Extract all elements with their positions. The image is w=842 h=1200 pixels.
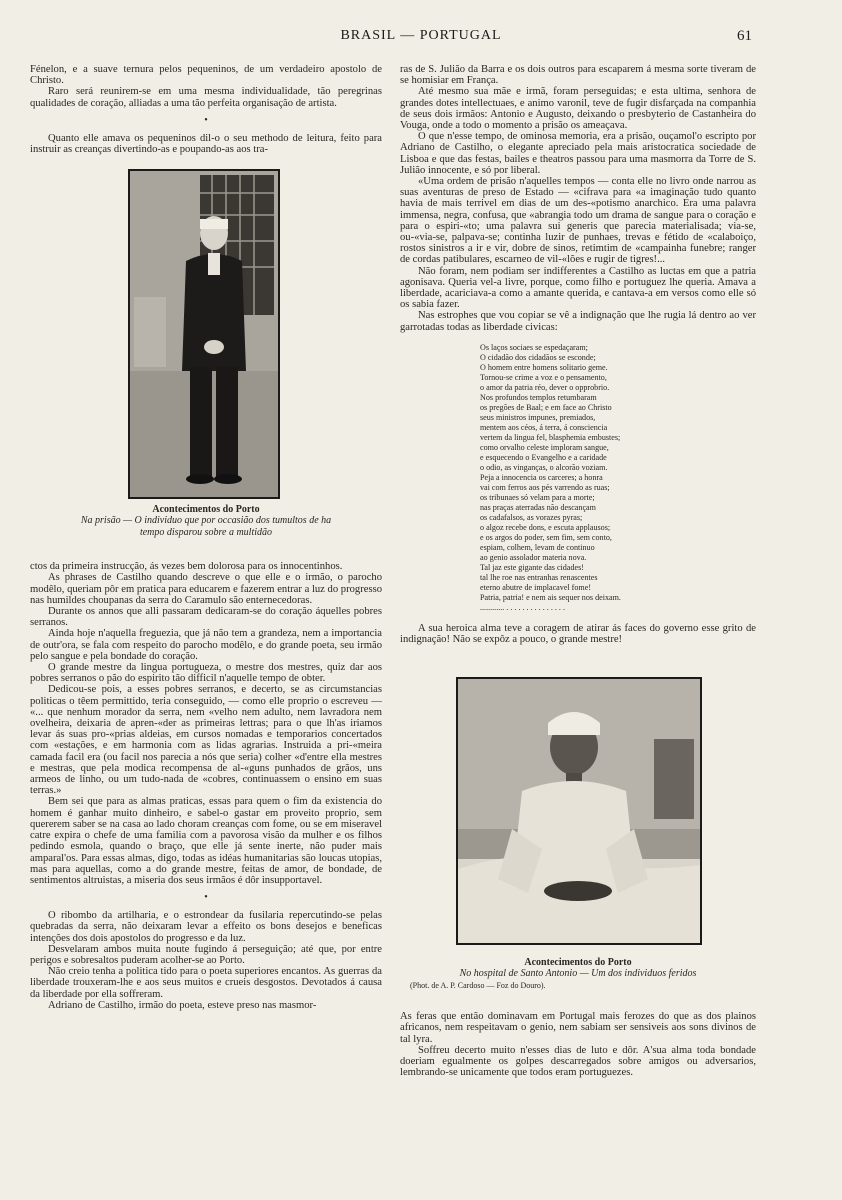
poem-line: O cidadão dos cidadãos se esconde; xyxy=(480,352,596,362)
poem-line: O homem entre homens solitario geme. xyxy=(480,362,608,372)
paragraph: Durante os annos que alli passaram dedicaram-se do coração áquelles pobres serranos. xyxy=(30,606,382,629)
photo-credit: (Phot. de A. P. Cardoso — Foz do Douro). xyxy=(410,981,546,991)
photo-caption-title: Acontecimentos do Porto xyxy=(152,504,260,516)
paragraph: ras de S. Julião da Barra e os dois outros para escaparem á mesma sorte tiveram de se homisiar em França. xyxy=(400,64,756,87)
poem-line: os pregões de Baal; e em face ao Christo xyxy=(480,402,612,412)
page-number: 61 xyxy=(737,28,752,44)
poem-line: e os argos do poder, sem fim, sem conto, xyxy=(480,532,612,542)
poem-line: o odio, as vinganças, o alcorão voziam. xyxy=(480,462,608,472)
wounded-man-image xyxy=(458,679,700,943)
paragraph: Soffreu decerto muito n'esses dias de luto e dôr. A'sua alma toda bondade doeriam egualmente os golpes descarregados sobre amigos ou adversarios, lembrando-se unicamente que todos eram portuguezes. xyxy=(400,1044,756,1079)
paragraph: Nas estrophes que vou copiar se vê a indignação que lhe rugia lá dentro ao ver garrotadas todas as liberdade civicas: xyxy=(400,310,756,333)
paragraph: A sua heroica alma teve a coragem de atirar ás faces do governo esse grito de indignação! Não se expôz a pouco, o grande mestre! xyxy=(400,622,756,646)
poem-line: Tornou-se crime a voz e o pensamento, xyxy=(480,372,607,382)
photo-caption-text: No hospital de Santo Antonio — Um dos individuos feridos xyxy=(459,968,697,980)
running-header: BRASIL — PORTUGAL xyxy=(340,28,502,43)
poem-line: vertem da lingua fel, blasphemia embustes; xyxy=(480,432,621,442)
poem-line: tal lhe roe nas entranhas renascentes xyxy=(480,572,598,582)
section-separator: • xyxy=(204,892,208,904)
poem-line: os tribunaes só velam para a morte; xyxy=(480,492,595,502)
paragraph: Ainda hoje n'aquella freguezia, que já não tem a grandeza, nem a importancia de outr'ora, se fala com respeito do parocho modêlo, e do grande poeta, seu irmão pelo sangue e pela bondade do coração. xyxy=(30,628,382,662)
paragraph: «Uma ordem de prisão n'aquelles tempos — conta elle no livro onde narrou as suas aventuras de preso de Estado — «cifrava para «a imaginação tudo quanto havia de mais terrivel em dias de um des-«potismo anarchico. Era uma palavra immensa, negra, confusa, que «abrangia todo um drama de sangue para o coração e para o espiri-«to; uma palavra sui generis que parecia materialisada; via-se, ou-«via-se, palpava-se; continha luzir de punhaes, trevas e fétido de «calaboiço, rostos sinistros a ir e vir, dobre de sinos, retimtim de «campainha funebre; ranger de cordas patibulares, escarneo de vil-«lões e rugir de tigres!... xyxy=(400,176,756,266)
paragraph: Bem sei que para as almas praticas, essas para quem o fim da existencia do homem é ganhar muito dinheiro, e sabel-o gastar em proveito proprio, sem quererem saber se na casa ao lado choram creanças com fome, ou se em miseravel catre expira o chefe de uma familia com a pavorosa visão da mulher e os filhos pedindo esmola, quando o braço, que elle já sente inerte, não puder mais amparal'os. Para essas almas, digo, todas as idéas humanitarias são loucas utopias, mas para aquellas, como a do grande mestre, feitas de amor, de bondade, de sentimentos altruistas, a miseria dos seus irmãos é dôr insupportavel. xyxy=(30,796,382,886)
poem-line: Peja a innocencia os carceres; a honra xyxy=(480,472,603,482)
paragraph: As phrases de Castilho quando descreve o que elle e o irmão, o parocho modêlo, queriam pôr em pratica para educarem e fazerem entrar a luz do progresso nas humildes choupanas da serra do Caramulo são enternecedoras. xyxy=(30,572,382,606)
right-column xyxy=(400,64,756,1079)
paragraph: Não foram, nem podiam ser indifferentes a Castilho as luctas em que a patria agonisava. Queria vel-a livre, porque, como filho e portuguez lhe queria. Amava a liberdade, acariciava-a como a amante querida, e cantava-a em versos como elle só os sabia fazer. xyxy=(400,265,756,311)
photo-caption-text: Na prisão — O individuo que por occasião dos tumultos de ha tempo disparou sobre a multidão xyxy=(80,515,332,539)
poem-ellipsis: ............ . . . . . . . . . . . . . . . xyxy=(480,602,565,612)
paragraph: O grande mestre da lingua portugueza, o mestre dos mestres, quiz dar aos pobres serranos o pão do espirito tão difficil n'aquelle tempo de obter. xyxy=(30,662,382,685)
paragraph: Não creio tenha a politica tido para o poeta superiores encantos. As guerras da liberdade trouxeram-lhe e aos seus muitos e crueis desgostos. Devotados á causa da liberdade por ella soffreram. xyxy=(30,966,382,1000)
hospital-photo xyxy=(456,677,702,945)
poem-line: seus ministros impunes, premiados, xyxy=(480,412,596,422)
paragraph: As feras que então dominavam em Portugal mais ferozes do que as dos plainos africanos, nem respeitavam o genio, nem sabiam ser sensiveis aos sons divinos de tal lyra. xyxy=(400,1011,756,1045)
poem-line: Os laços sociaes se espedaçaram; xyxy=(480,342,588,352)
poem-line: e esquecendo o Evangelho e a caridade xyxy=(480,452,607,462)
paragraph: ctos da primeira instrucção, ás vezes bem dolorosa para os innocentinhos. xyxy=(30,561,343,573)
poem-line: o amor da patria réo, dever o opprobrio. xyxy=(480,382,610,392)
paragraph: Fénelon, e a suave ternura pelos pequeninos, de um verdadeiro apostolo de Christo. xyxy=(30,64,382,87)
paragraph: Desvelaram ambos muita noute fugindo á perseguição; até que, por entre perigos e sobresaltos puderam acolher-se ao Porto. xyxy=(30,943,382,966)
poem-line: espiam, colhem, levam de continuo xyxy=(480,542,595,552)
poem-line: vai com ferros aos pés varrendo as ruas; xyxy=(480,482,610,492)
poem-line: Nos profundos templos retumbaram xyxy=(480,392,597,402)
poem-line: eterno abutre de implacavel fome! xyxy=(480,582,592,592)
poem-line: o algoz recebe dons, e escuta applausos; xyxy=(480,522,611,532)
paragraph: Quanto elle amava os pequeninos dil-o o seu methodo de leitura, feito para instruir as creanças divertindo-as e poupando-as aos tra- xyxy=(30,132,382,156)
prison-photo xyxy=(128,169,280,499)
paragraph: Raro será reunirem-se em uma mesma individualidade, tão peregrinas qualidades de coração, alliadas a uma tão perfeita organisação de artista. xyxy=(30,86,382,109)
poem-line: Tal jaz este gigante das cidades! xyxy=(480,562,584,572)
section-separator: • xyxy=(204,114,208,126)
poem-line: como orvalho celeste imploram sangue, xyxy=(480,442,609,452)
paragraph: O ribombo da artilharia, e o estrondear da fusilaria repercutindo-se pelas quebradas da serra, não deixaram levar a effeito os bons desejos e beneficas intenções dos dois apostolos do progresso e da luz. xyxy=(30,910,382,944)
prisoner-figure-image xyxy=(130,171,278,497)
poem-block xyxy=(480,343,756,613)
paragraph: O que n'esse tempo, de ominosa memoria, era a prisão, ouçamol'o escripto por Adriano de Castilho, o elegante apreciado pela mais aristocratica sociedade de Lisboa e que das festas, bailes e theatros passou para uma masmorra da Torre de S. Julião innocente, e só por liberal. xyxy=(400,131,756,176)
photo-caption-title: Acontecimentos do Porto xyxy=(524,957,632,969)
poem-line: Patria, patria! e nem ais sequer nos deixam. xyxy=(480,592,621,602)
paragraph: Adriano de Castilho, irmão do poeta, esteve preso nas masmor- xyxy=(48,999,317,1011)
poem-line: mentem aos céos, á terra, á consciencia xyxy=(480,422,608,432)
left-column xyxy=(30,64,382,1011)
poem-line: ao genio assolador materia nova. xyxy=(480,552,587,562)
paragraph: Dedicou-se pois, a esses pobres serranos, e decerto, se as circumstancias politicas o têem permittido, teria conseguido, — como elle proprio o escreveu — «... que nenhum morador da serra, nem «velho nem adulto, nem lavradora nem ovelheira, deixaria de apren-«der as primeiras lettras; para o que lh'as iriamos levar ás suas pro-«prias aldeias, em cursos nomadas e temporarios concertados com «estações, e em harmonia com as lidas agrarias. Instruida a pri-«meira camada facil era (ou facil nos parecia a nós que seria) colher «d'entre ella mestres e mestras, que pela modica recompensa de al-«guns punhados de grãos, uns armeos de linho, ou um tudo-nada de «cobres, continuassem o ensino em suas terras.» xyxy=(30,684,382,797)
poem-line: os cadafalsos, as vorazes pyras; xyxy=(480,512,583,522)
poem-line: nas praças aterradas não descançam xyxy=(480,502,596,512)
paragraph: Até mesmo sua mãe e irmã, foram perseguidas; e esta ultima, senhora de grandes dotes intellectuaes, e animo varonil, teve de fugir disfarçada na companhia de seus dois irmãos: Antonio e Augusto, deixando o presbyterio de Castanheira do Vouga, onde a todo o momento a prisão os ameaçava. xyxy=(400,86,756,132)
